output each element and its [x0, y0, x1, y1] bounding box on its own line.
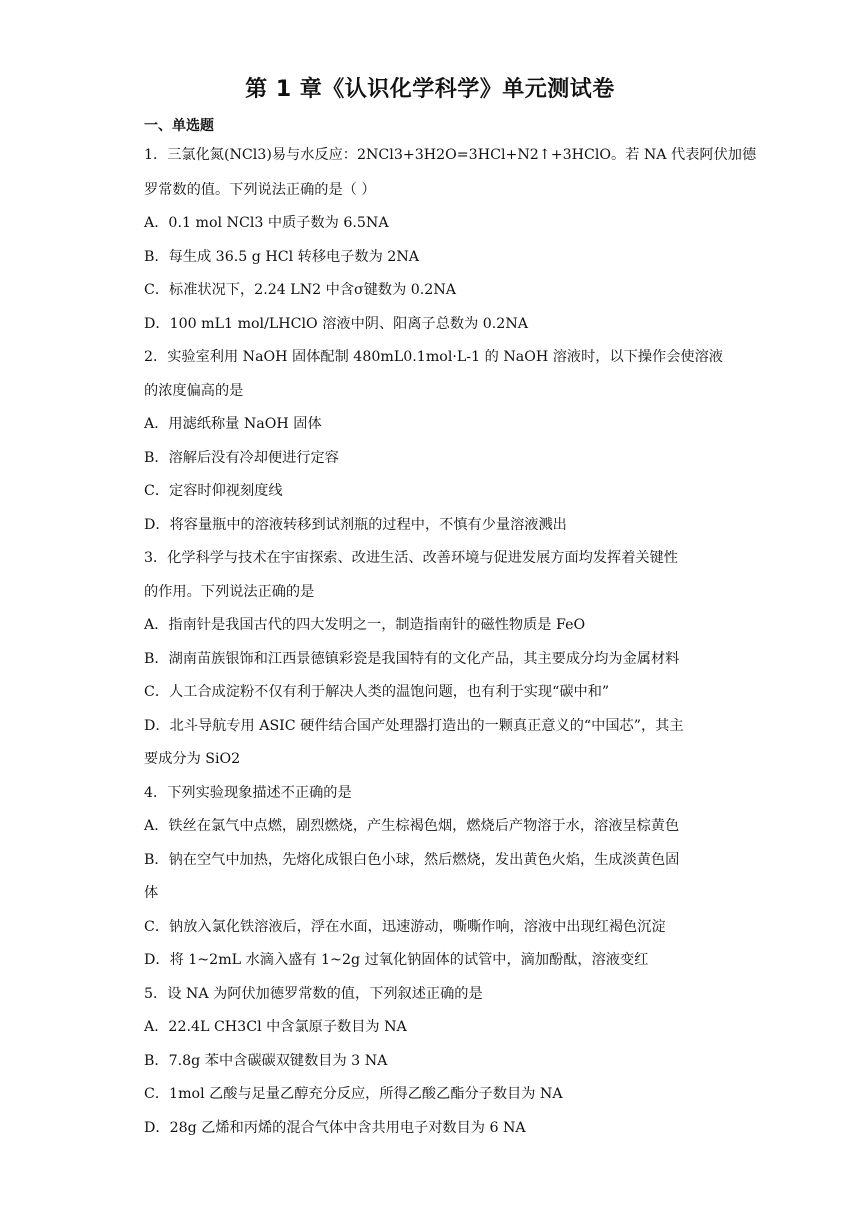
question-3-option-c: C．人工合成淀粉不仅有利于解决人类的温饱问题，也有利于实现“碳中和”	[144, 684, 610, 700]
question-1-option-b: B．每生成 36.5 g HCl 转移电子数为 2NA	[144, 249, 419, 265]
question-4-option-d: D．将 1~2mL 水滴入盛有 1~2g 过氧化钠固体的试管中，滴加酚酞，溶液变红	[144, 952, 649, 968]
question-4-option-a: A．铁丝在氯气中点燃，剧烈燃烧，产生棕褐色烟，燃烧后产物溶于水，溶液呈棕黄色	[144, 818, 680, 834]
question-5-option-a: A．22.4L CH3Cl 中含氯原子数目为 NA	[144, 1019, 407, 1035]
question-2-option-c: C．定容时仰视刻度线	[144, 483, 283, 499]
question-3-line-1: 3．化学科学与技术在宇宙探索、改进生活、改善环境与促进发展方面均发挥着关键性	[144, 550, 678, 566]
question-2-option-b: B．溶解后没有冷却便进行定容	[144, 450, 339, 466]
question-2-line-1: 2．实验室利用 NaOH 固体配制 480mL0.1mol·L-1 的 NaOH 溶液时，以下操作会使溶液	[144, 349, 723, 365]
question-1-line-2: 罗常数的值。下列说法正确的是（ ）	[144, 182, 376, 198]
question-3-line-2: 的作用。下列说法正确的是	[144, 584, 315, 600]
page-title: 第 1 章《认识化学科学》单元测试卷	[245, 77, 615, 102]
section-heading: 一、单选题	[144, 118, 214, 134]
question-5-option-c: C．1mol 乙酸与足量乙醇充分反应，所得乙酸乙酯分子数目为 NA	[144, 1086, 563, 1102]
question-4-option-b-line-1: B．钠在空气中加热，先熔化成银白色小球，然后燃烧，发出黄色火焰，生成淡黄色固	[144, 852, 680, 868]
question-2-line-2: 的浓度偏高的是	[144, 383, 244, 399]
question-3-option-d-line-1: D．北斗导航专用 ASIC 硬件结合国产处理器打造出的一颗真正意义的“中国芯”，其主	[144, 718, 684, 734]
question-1-line-1: 1．三氯化氮(NCl3)易与水反应：2NCl3+3H2O=3HCl+N2↑+3HClO。若 NA 代表阿伏加德	[144, 147, 757, 163]
question-3-option-d-line-2: 要成分为 SiO2	[144, 751, 241, 767]
question-5-line-1: 5．设 NA 为阿伏加德罗常数的值，下列叙述正确的是	[144, 986, 483, 1002]
question-1-option-a: A．0.1 mol NCl3 中质子数为 6.5NA	[144, 215, 389, 231]
question-3-option-b: B．湖南苗族银饰和江西景德镇彩瓷是我国特有的文化产品，其主要成分均为金属材料	[144, 651, 680, 667]
question-4-option-c: C．钠放入氯化铁溶液后，浮在水面，迅速游动，嘶嘶作响，溶液中出现红褐色沉淀	[144, 919, 666, 935]
question-4-line-1: 4．下列实验现象描述不正确的是	[144, 785, 352, 801]
question-3-option-a: A．指南针是我国古代的四大发明之一，制造指南针的磁性物质是 FeO	[144, 617, 586, 633]
question-4-option-b-line-2: 体	[144, 885, 159, 901]
question-2-option-d: D．将容量瓶中的溶液转移到试剂瓶的过程中，不慎有少量溶液溅出	[144, 517, 567, 533]
question-2-option-a: A．用滤纸称量 NaOH 固体	[144, 416, 322, 432]
question-5-option-b: B．7.8g 苯中含碳碳双键数目为 3 NA	[144, 1053, 388, 1069]
question-5-option-d: D．28g 乙烯和丙烯的混合气体中含共用电子对数目为 6 NA	[144, 1120, 526, 1136]
question-1-option-c: C．标准状况下，2.24 LN2 中含σ键数为 0.2NA	[144, 282, 456, 298]
question-1-option-d: D．100 mL1 mol/LHClO 溶液中阴、阳离子总数为 0.2NA	[144, 316, 528, 332]
